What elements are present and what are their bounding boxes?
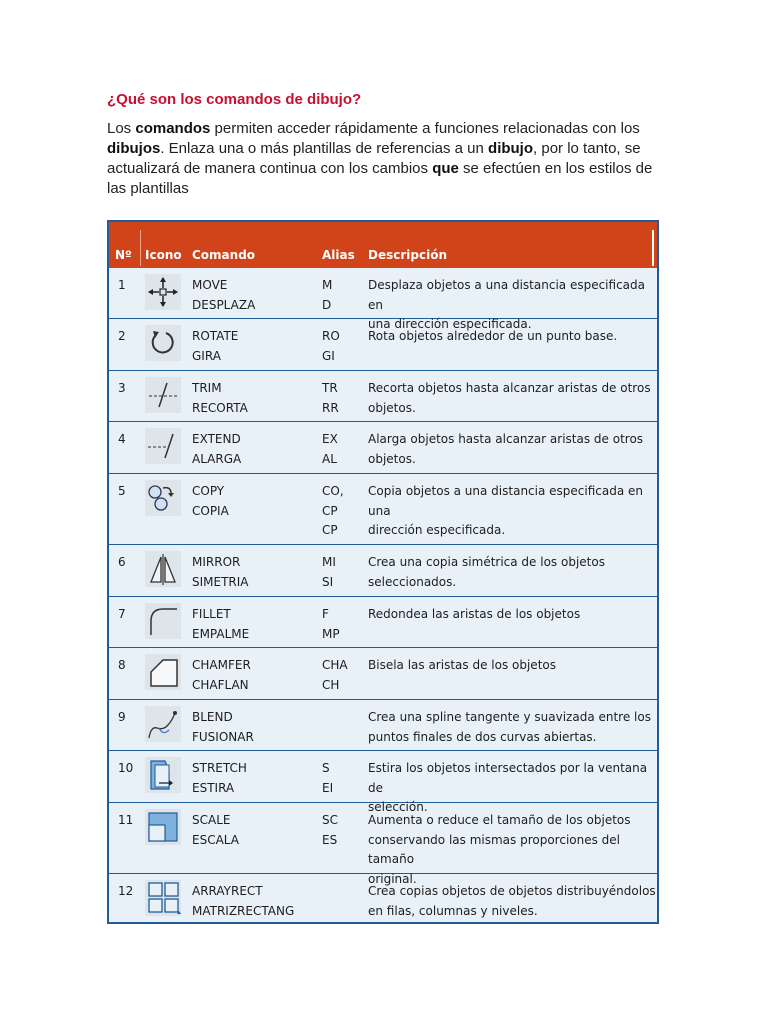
intro-text: se efectúen en los estilos de las plantillas [107, 160, 653, 197]
alias-line: EX [322, 432, 338, 446]
row-number: 4 [118, 432, 126, 446]
row-number: 10 [118, 761, 134, 775]
table-row [109, 371, 657, 422]
command-en: FILLET [192, 607, 231, 621]
command-alias [322, 605, 340, 644]
command-description [368, 882, 658, 921]
row-number: 9 [118, 710, 126, 724]
alias-line: M [322, 278, 333, 292]
command-name [192, 708, 254, 747]
alias-line: CH [322, 677, 340, 692]
table-row [109, 648, 657, 700]
description-line: Redondea las aristas de los objetos [368, 607, 581, 621]
command-description [368, 379, 658, 418]
table-row [109, 700, 657, 751]
command-description [368, 482, 658, 541]
command-en: ROTATE [192, 329, 239, 343]
row-number: 6 [118, 555, 126, 569]
command-alias [322, 276, 332, 315]
command-en: EXTEND [192, 432, 241, 446]
description-line: objetos. [368, 400, 416, 415]
alias-line: GI [322, 348, 335, 363]
table-row [109, 319, 657, 371]
command-alias [322, 430, 338, 469]
intro-text: permiten acceder rápidamente a funciones relacionadas con los [210, 120, 640, 137]
command-description [368, 605, 658, 625]
intro-text: , por lo tanto, se actualizará de manera continua con los cambios [107, 140, 641, 177]
command-es: COPIA [192, 503, 229, 518]
row-number: 1 [118, 278, 126, 292]
command-alias [322, 656, 348, 695]
stretch-icon [145, 757, 181, 793]
intro-bold: dibujo [488, 140, 534, 157]
command-en: MOVE [192, 278, 228, 292]
alias-line: MP [322, 626, 340, 641]
chamfer-icon [145, 654, 181, 690]
alias-line: S [322, 761, 330, 775]
table-row [109, 751, 657, 814]
command-name [192, 379, 248, 418]
alias-line: AL [322, 451, 337, 466]
command-es: SIMETRIA [192, 574, 249, 589]
table-row [109, 474, 657, 545]
alias-line: ES [322, 832, 338, 847]
command-es: ESTIRA [192, 780, 235, 795]
description-line: Desplaza objetos a una distancia especificada en [368, 278, 645, 312]
command-es: EMPALME [192, 626, 250, 641]
command-alias [322, 759, 333, 798]
arrayrect-icon [145, 880, 181, 916]
scale-icon [145, 809, 181, 845]
description-line: Bisela las aristas de los objetos [368, 658, 556, 672]
command-name [192, 759, 247, 798]
table-row [109, 422, 657, 474]
row-number: 5 [118, 484, 126, 498]
command-es: ALARGA [192, 451, 242, 466]
table-row [109, 545, 657, 597]
intro-text: . Enlaza una o más plantillas de referencias a un [160, 140, 489, 157]
description-line: Rota objetos alrededor de un punto base. [368, 329, 618, 343]
description-line: en filas, columnas y niveles. [368, 903, 538, 918]
command-description [368, 553, 658, 592]
command-en: BLEND [192, 710, 233, 724]
description-line: original. [368, 871, 417, 886]
header-icon: Icono [145, 248, 182, 262]
command-name [192, 811, 239, 850]
alias-line: F [322, 607, 329, 621]
header-divider [652, 230, 654, 266]
move-icon [145, 274, 181, 310]
alias-line: TR [322, 381, 338, 395]
description-line: selección. [368, 800, 428, 814]
command-description [368, 327, 658, 347]
description-line: Copia objetos a una distancia especificada en una [368, 484, 643, 518]
command-alias [322, 811, 338, 850]
header-num: Nº [115, 248, 132, 262]
alias-line: RO [322, 329, 340, 343]
command-name [192, 327, 238, 366]
command-es: MATRIZRECTANG [192, 903, 295, 918]
header-divider [140, 230, 141, 266]
description-line: seleccionados. [368, 574, 457, 589]
alias-line: SI [322, 574, 334, 589]
description-line: conservando las mismas proporciones del tamaño [368, 832, 621, 866]
row-number: 7 [118, 607, 126, 621]
intro-bold: comandos [135, 120, 211, 137]
description-line: puntos finales de dos curvas abiertas. [368, 729, 597, 744]
blend-icon [145, 706, 181, 742]
command-alias [322, 327, 340, 366]
command-description [368, 430, 658, 469]
intro-paragraph [107, 119, 667, 199]
command-description [368, 656, 658, 676]
alias-line: SC [322, 813, 338, 827]
fillet-icon [145, 603, 181, 639]
command-en: MIRROR [192, 555, 241, 569]
command-description [368, 708, 658, 747]
description-line: dirección especificada. [368, 523, 506, 537]
command-es: DESPLAZA [192, 297, 256, 312]
command-es: FUSIONAR [192, 729, 254, 744]
table-row [109, 597, 657, 648]
command-name [192, 882, 294, 921]
command-alias [322, 553, 336, 592]
intro-bold: que [432, 160, 459, 177]
row-number: 11 [118, 813, 134, 827]
description-line: objetos. [368, 451, 416, 466]
mirror-icon [145, 551, 181, 587]
description-line: una dirección especificada. [368, 317, 532, 331]
command-name [192, 482, 229, 521]
description-line: Alarga objetos hasta alcanzar aristas de otros [368, 432, 644, 446]
rotate-icon [145, 325, 181, 361]
alias-line: CP [322, 523, 338, 537]
row-number: 2 [118, 329, 126, 343]
table-header [109, 222, 657, 268]
commands-table [107, 220, 659, 924]
alias-line: CO, [322, 484, 344, 498]
row-number: 12 [118, 884, 134, 898]
command-es: CHAFLAN [192, 677, 249, 692]
command-es: GIRA [192, 348, 221, 363]
description-line: Crea una spline tangente y suavizada entre los [368, 710, 651, 724]
trim-icon [145, 377, 181, 413]
header-alias: Alias [322, 248, 355, 262]
table-row [109, 268, 657, 331]
description-line: Crea una copia simétrica de los objetos [368, 555, 605, 569]
command-es: RECORTA [192, 400, 248, 415]
alias-line: EI [322, 780, 334, 795]
alias-line: CHA [322, 658, 348, 672]
row-number: 8 [118, 658, 126, 672]
header-description: Descripción [368, 248, 447, 262]
command-alias [322, 482, 344, 541]
description-line: Estira los objetos intersectados por la ventana de [368, 761, 648, 795]
extend-icon [145, 428, 181, 464]
copy-icon [145, 480, 181, 516]
command-name [192, 553, 249, 592]
alias-line: D [322, 297, 332, 312]
command-name [192, 276, 255, 315]
row-number: 3 [118, 381, 126, 395]
alias-line: MI [322, 555, 336, 569]
alias-line: CP [322, 503, 338, 518]
command-en: ARRAYRECT [192, 884, 263, 898]
header-command: Comando [192, 248, 256, 262]
command-alias [322, 379, 339, 418]
command-en: COPY [192, 484, 225, 498]
command-en: TRIM [192, 381, 222, 395]
table-row [109, 803, 657, 886]
description-line: Crea copias objetos de objetos distribuyéndolos [368, 884, 656, 898]
description-line: Aumenta o reduce el tamaño de los objetos [368, 813, 631, 827]
command-name [192, 605, 249, 644]
page-title: ¿Qué son los comandos de dibujo? [107, 91, 362, 108]
intro-bold: dibujos [107, 140, 161, 157]
table-row [109, 874, 657, 925]
command-en: SCALE [192, 813, 231, 827]
description-line: Recorta objetos hasta alcanzar aristas de otros [368, 381, 651, 395]
command-name [192, 656, 251, 695]
command-es: ESCALA [192, 832, 239, 847]
command-name [192, 430, 241, 469]
intro-text: Los [107, 120, 136, 137]
command-en: STRETCH [192, 761, 247, 775]
command-en: CHAMFER [192, 658, 251, 672]
alias-line: RR [322, 400, 339, 415]
